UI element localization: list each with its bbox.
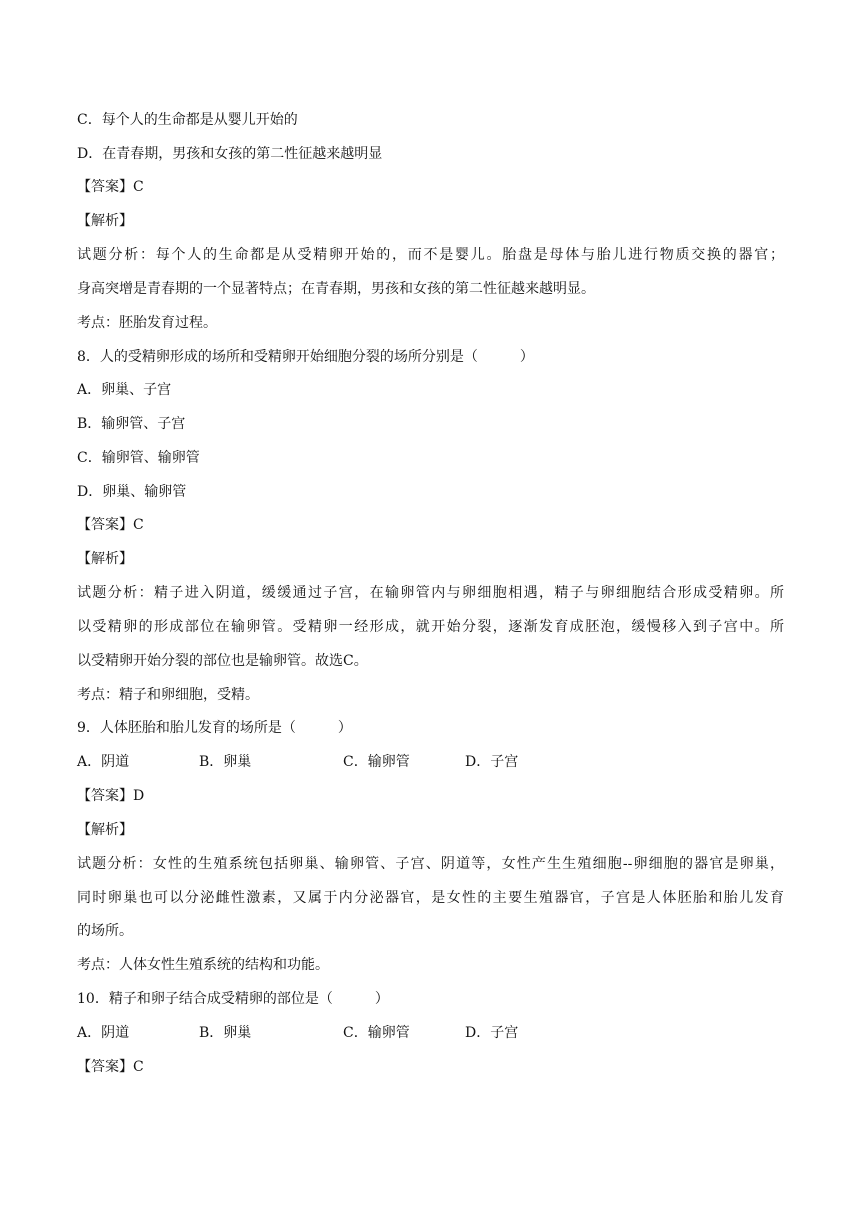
- answer-line: 【答案】D: [77, 788, 145, 804]
- question-9-option-d: D．子宫: [465, 754, 519, 770]
- question-8-option-a: A．卵巢、子宫: [77, 382, 172, 398]
- key-point-line: 考点：人体女性生殖系统的结构和功能。: [77, 957, 329, 973]
- key-point-line: 考点：胚胎发育过程。: [77, 315, 217, 331]
- answer-line: 【答案】C: [77, 1059, 144, 1075]
- analysis-text-line: 身高突增是青春期的一个显著特点；在青春期，男孩和女孩的第二性征越来越明显。: [77, 281, 595, 297]
- analysis-heading: 【解析】: [77, 551, 133, 567]
- key-point-line: 考点：精子和卵细胞，受精。: [77, 687, 259, 703]
- question-9: 9．人体胚胎和胎儿发育的场所是（ ）: [77, 720, 352, 736]
- question-9-option-c: C．输卵管: [343, 754, 410, 770]
- analysis-text-line: 的场所。: [77, 923, 133, 939]
- question-10-option-d: D．子宫: [465, 1025, 519, 1041]
- analysis-heading: 【解析】: [77, 213, 133, 229]
- option-line-d: D．在青春期，男孩和女孩的第二性征越来越明显: [77, 146, 383, 162]
- question-9-option-b: B．卵巢: [199, 754, 252, 770]
- analysis-text-line: 同时卵巢也可以分泌雌性激素，又属于内分泌器官，是女性的主要生殖器官，子宫是人体胚胎和胎儿发育: [77, 890, 784, 906]
- answer-line: 【答案】C: [77, 517, 144, 533]
- question-10-option-b: B．卵巢: [199, 1025, 252, 1041]
- analysis-text-line: 试题分析：每个人的生命都是从受精卵开始的，而不是婴儿。胎盘是母体与胎儿进行物质交换的器官；: [77, 247, 784, 263]
- analysis-text-line: 以受精卵开始分裂的部位也是输卵管。故选C。: [77, 653, 368, 669]
- question-9-option-a: A．阴道: [77, 754, 130, 770]
- question-10-option-a: A．阴道: [77, 1025, 130, 1041]
- question-8: 8．人的受精卵形成的场所和受精卵开始细胞分裂的场所分别是（ ）: [77, 349, 534, 365]
- analysis-text-line: 试题分析：女性的生殖系统包括卵巢、输卵管、子宫、阴道等，女性产生生殖细胞--卵细胞的器官是卵巢，: [77, 856, 784, 872]
- analysis-text-line: 以受精卵的形成部位在输卵管。受精卵一经形成，就开始分裂，逐渐发育成胚泡，缓慢移入到子宫中。所: [77, 619, 784, 635]
- analysis-text-line: 试题分析：精子进入阴道，缓缓通过子宫，在输卵管内与卵细胞相遇，精子与卵细胞结合形成受精卵。所: [77, 585, 784, 601]
- question-8-option-c: C．输卵管、输卵管: [77, 450, 200, 466]
- option-line-c: C．每个人的生命都是从婴儿开始的: [77, 112, 298, 128]
- question-8-option-b: B．输卵管、子宫: [77, 416, 186, 432]
- answer-line: 【答案】C: [77, 179, 144, 195]
- question-10: 10．精子和卵子结合成受精卵的部位是（ ）: [77, 991, 389, 1007]
- question-8-option-d: D．卵巢、输卵管: [77, 484, 187, 500]
- question-10-option-c: C．输卵管: [343, 1025, 410, 1041]
- analysis-heading: 【解析】: [77, 822, 133, 838]
